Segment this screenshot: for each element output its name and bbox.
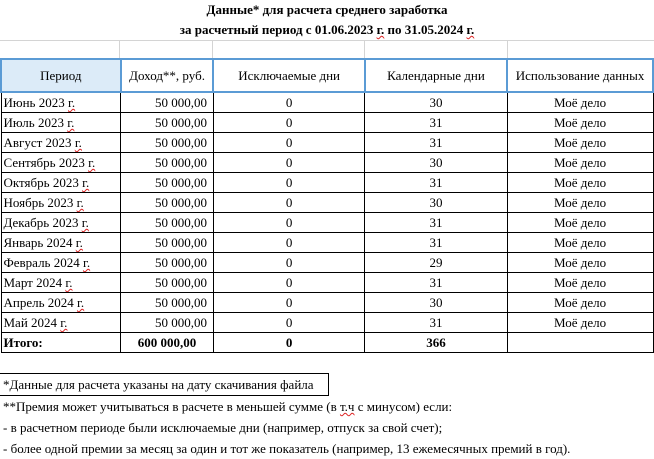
table-row [1, 293, 653, 313]
excluded-days-cell[interactable]: 0 [213, 92, 364, 113]
footnote-multiple-bonuses: - более одной премии за месяц за один и тот же показатель (например, 13 ежемесячных премий в год). [3, 441, 571, 456]
table-row [1, 153, 653, 173]
report-title: Данные* для расчета среднего заработка [206, 2, 448, 17]
report-period-title [0, 22, 654, 38]
footnote-bonus: **Премия может учитываться в расчете в меньшей сумме (в т.ч с минусом) если: [3, 399, 453, 414]
year-abbrev: г. [466, 22, 475, 37]
total-label-cell[interactable]: Итого: [1, 333, 121, 353]
table-row [1, 92, 653, 113]
excluded-days-cell[interactable]: 0 [213, 133, 364, 153]
usage-cell[interactable]: Моё дело [507, 253, 653, 273]
income-cell[interactable]: 50 000,00 [121, 113, 214, 133]
excluded-days-cell[interactable]: 0 [213, 153, 364, 173]
column-header-data-usage[interactable]: Использование данных [507, 59, 653, 92]
income-cell[interactable]: 50 000,00 [121, 153, 214, 173]
period-cell[interactable]: Июль 2023 г. [1, 113, 121, 133]
table-row [1, 233, 653, 253]
income-cell[interactable]: 50 000,00 [121, 313, 214, 333]
calendar-days-cell[interactable]: 30 [365, 193, 507, 213]
usage-cell[interactable]: Моё дело [507, 92, 653, 113]
usage-cell[interactable]: Моё дело [507, 313, 653, 333]
total-excluded-days-cell[interactable]: 0 [213, 333, 364, 353]
calendar-days-cell[interactable]: 29 [365, 253, 507, 273]
calendar-days-cell[interactable]: 30 [365, 153, 507, 173]
calendar-days-cell[interactable]: 30 [365, 293, 507, 313]
period-prefix: за расчетный период с 01.06.2023 [179, 22, 374, 37]
calendar-days-cell[interactable]: 31 [365, 133, 507, 153]
period-cell[interactable]: Сентябрь 2023 г. [1, 153, 121, 173]
excluded-days-cell[interactable]: 0 [213, 293, 364, 313]
period-cell[interactable]: Январь 2024 г. [1, 233, 121, 253]
earnings-table [0, 58, 654, 353]
column-header-excluded-days[interactable]: Исключаемые дни [213, 59, 364, 92]
excluded-days-cell[interactable]: 0 [213, 173, 364, 193]
period-cell[interactable]: Июнь 2023 г. [1, 92, 121, 113]
excluded-days-cell[interactable]: 0 [213, 253, 364, 273]
total-income-cell[interactable]: 600 000,00 [121, 333, 214, 353]
excluded-days-cell[interactable]: 0 [213, 273, 364, 293]
calendar-days-cell[interactable]: 31 [365, 173, 507, 193]
income-cell[interactable]: 50 000,00 [121, 293, 214, 313]
income-cell[interactable]: 50 000,00 [121, 193, 214, 213]
income-cell[interactable]: 50 000,00 [121, 173, 214, 193]
period-cell[interactable]: Октябрь 2023 г. [1, 173, 121, 193]
usage-cell[interactable]: Моё дело [507, 133, 653, 153]
usage-cell[interactable]: Моё дело [507, 233, 653, 253]
footnote-excluded-days: - в расчетном периоде были исключаемые дни (например, отпуск за свой счет); [3, 420, 443, 435]
income-cell[interactable]: 50 000,00 [121, 253, 214, 273]
calendar-days-cell[interactable]: 31 [365, 313, 507, 333]
usage-cell[interactable]: Моё дело [507, 213, 653, 233]
footnote-data-date: *Данные для расчета указаны на дату скачивания файла [0, 373, 329, 396]
total-calendar-days-cell[interactable]: 366 [365, 333, 507, 353]
income-cell[interactable]: 50 000,00 [121, 133, 214, 153]
income-cell[interactable]: 50 000,00 [121, 233, 214, 253]
excluded-days-cell[interactable]: 0 [213, 193, 364, 213]
table-header-row [1, 59, 653, 92]
usage-cell[interactable]: Моё дело [507, 173, 653, 193]
table-row [1, 273, 653, 293]
calendar-days-cell[interactable]: 31 [365, 273, 507, 293]
calendar-days-cell[interactable]: 31 [365, 113, 507, 133]
income-cell[interactable]: 50 000,00 [121, 273, 214, 293]
income-cell[interactable]: 50 000,00 [121, 213, 214, 233]
table-row [1, 133, 653, 153]
excluded-days-cell[interactable]: 0 [213, 213, 364, 233]
calendar-days-cell[interactable]: 31 [365, 233, 507, 253]
usage-cell[interactable]: Моё дело [507, 273, 653, 293]
table-row [1, 193, 653, 213]
period-cell[interactable]: Февраль 2024 г. [1, 253, 121, 273]
table-row [1, 253, 653, 273]
year-abbrev: г. [376, 22, 385, 37]
period-cell[interactable]: Декабрь 2023 г. [1, 213, 121, 233]
period-cell[interactable]: Май 2024 г. [1, 313, 121, 333]
footnotes [0, 373, 654, 459]
table-row [1, 113, 653, 133]
table-row [1, 313, 653, 333]
period-cell[interactable]: Апрель 2024 г. [1, 293, 121, 313]
usage-cell[interactable]: Моё дело [507, 113, 653, 133]
period-cell[interactable]: Август 2023 г. [1, 133, 121, 153]
period-cell[interactable]: Ноябрь 2023 г. [1, 193, 121, 213]
table-row [1, 173, 653, 193]
calendar-days-cell[interactable]: 31 [365, 213, 507, 233]
excluded-days-cell[interactable]: 0 [213, 233, 364, 253]
period-cell[interactable]: Март 2024 г. [1, 273, 121, 293]
usage-cell[interactable]: Моё дело [507, 293, 653, 313]
column-header-income[interactable]: Доход**, руб. [121, 59, 214, 92]
total-row [1, 333, 653, 353]
excluded-days-cell[interactable]: 0 [213, 113, 364, 133]
excluded-days-cell[interactable]: 0 [213, 313, 364, 333]
usage-cell[interactable]: Моё дело [507, 153, 653, 173]
calendar-days-cell[interactable]: 30 [365, 92, 507, 113]
usage-cell[interactable]: Моё дело [507, 193, 653, 213]
period-mid: по 31.05.2024 [384, 22, 464, 37]
column-header-period[interactable]: Период [1, 59, 121, 92]
income-cell[interactable]: 50 000,00 [121, 92, 214, 113]
total-usage-cell[interactable] [507, 333, 653, 353]
table-row [1, 213, 653, 233]
column-header-calendar-days[interactable]: Календарные дни [365, 59, 507, 92]
